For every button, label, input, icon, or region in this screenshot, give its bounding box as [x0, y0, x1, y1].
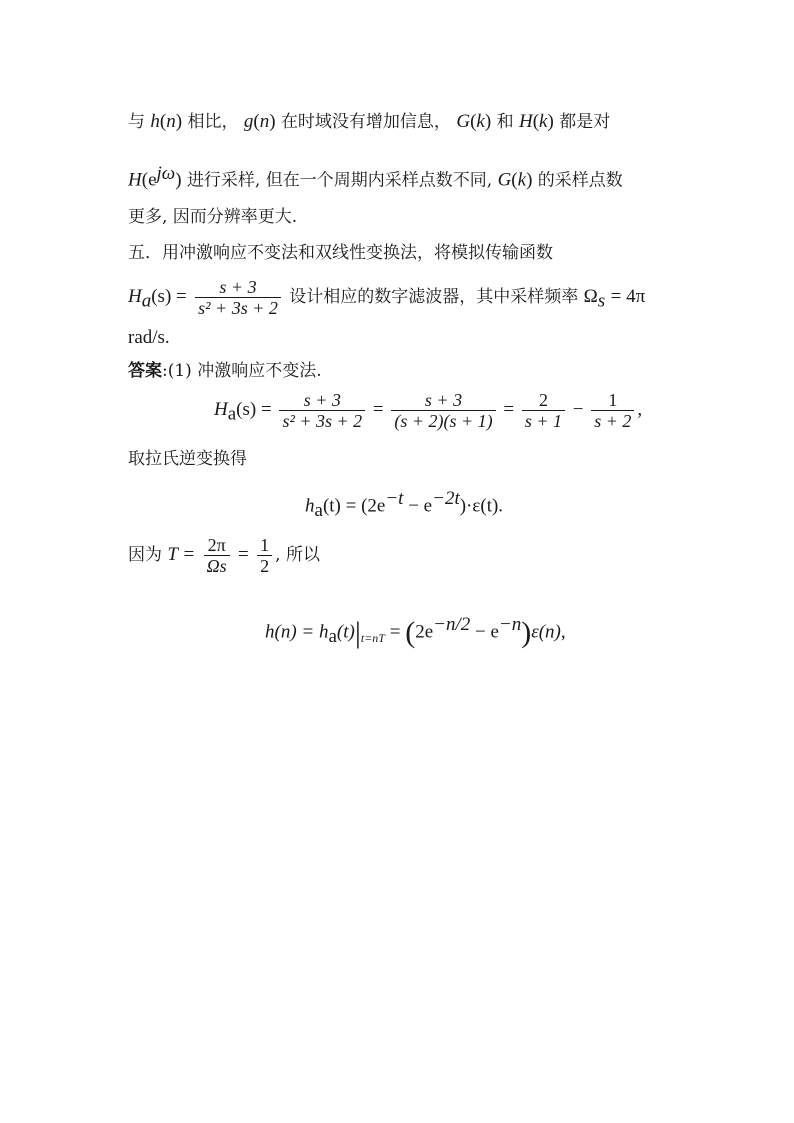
text: 在时域没有增加信息，: [280, 112, 451, 132]
math-h: h: [150, 111, 160, 132]
equals: =: [503, 398, 515, 420]
answer-label: 答案: [128, 361, 162, 381]
math-h: h: [305, 495, 315, 517]
math-omega: Ω: [583, 286, 598, 307]
fraction-numerator: s + 3: [303, 390, 341, 410]
math-k: k: [517, 169, 527, 191]
fraction-denominator: s² + 3s + 2: [195, 297, 281, 318]
equals: =: [389, 621, 401, 643]
math-mid: − e: [403, 495, 433, 517]
minus: −: [572, 398, 584, 420]
answer-text: :(1) 冲激响应不变法.: [162, 361, 322, 381]
math-sub-a: a: [314, 500, 323, 522]
math-exponent: −t: [385, 488, 404, 509]
text-line-3: 更多, 因而分辨率更大.: [128, 207, 298, 227]
text: , 所以: [275, 545, 320, 565]
fraction-numerator: s + 3: [219, 277, 257, 297]
fraction-denominator: s² + 3s + 2: [279, 410, 365, 431]
text-line-2: $H(e^{j\omega})$ 进行采样, 但在一个周期内采样点数不同, G(k) 的采样点数: [128, 163, 623, 191]
math-s: (s) =: [151, 286, 187, 307]
math-arg: (s) =: [236, 398, 272, 420]
math-exponent: −n/2: [433, 614, 471, 635]
answer-line: [128, 359, 322, 383]
fraction-denominator: (s + 2)(s + 1): [391, 410, 495, 431]
text: 和: [496, 112, 514, 132]
fraction-2: [391, 390, 495, 431]
math-g: g: [243, 111, 254, 132]
math-H: H: [214, 398, 228, 420]
math-exponent: −2t: [432, 488, 460, 509]
problem-line-3: [128, 326, 170, 350]
fraction-denominator: 2: [257, 555, 272, 576]
math-H: H: [128, 169, 142, 191]
math-sub-a: a: [227, 403, 237, 425]
text: 进行采样, 但在一个周期内采样点数不同,: [186, 170, 493, 191]
math-value: = 4π: [610, 286, 646, 307]
paren-open: (: [405, 615, 416, 649]
math-term: 2e: [415, 621, 434, 643]
equation-1: [214, 390, 642, 431]
math-jw: jω: [156, 163, 176, 184]
fraction-1: [279, 390, 365, 431]
text: 都是对: [559, 112, 611, 132]
math-lhs: (t) = (2e: [322, 495, 386, 517]
period-line: [128, 530, 320, 580]
math-G: G: [497, 169, 512, 191]
fraction-numerator: s + 3: [424, 390, 463, 410]
math-condition: t=nT: [360, 631, 385, 646]
fraction-4: [591, 390, 634, 431]
math-rhs: )·ε(t).: [459, 495, 504, 517]
math-k: k: [539, 111, 548, 132]
math-mid: − e: [475, 621, 499, 643]
fraction-numerator: 2π: [207, 535, 226, 555]
text: 相比，: [187, 112, 239, 132]
fraction-numerator: 2: [538, 390, 548, 410]
text-line-1: 与 h(n) 相比， g(n) 在时域没有增加信息， G(k) 和 H(k) 都是对: [128, 111, 611, 132]
fraction-denominator: Ωs: [204, 555, 230, 576]
equals: =: [372, 398, 384, 420]
math-n: n: [259, 111, 270, 132]
math-t: (t): [336, 621, 355, 643]
math-lhs: h(n) = h: [265, 621, 329, 643]
text: 因为: [128, 545, 162, 565]
text: 设计相应的数字滤波器，其中采样频率: [289, 287, 579, 307]
math-n: n: [166, 111, 176, 132]
fraction-half: [257, 535, 272, 576]
text: 与: [128, 112, 145, 132]
fraction-period: [204, 535, 230, 576]
math-sub-a: a: [141, 290, 152, 312]
equals: =: [238, 544, 249, 565]
math-exponent: −n: [498, 614, 522, 635]
paren-close: ): [521, 615, 532, 649]
unit-text: rad/s.: [128, 327, 170, 348]
math-T: T =: [167, 544, 196, 565]
math-k: k: [476, 111, 485, 132]
problem-line-2: [128, 275, 645, 323]
fraction-denominator: s + 1: [522, 410, 565, 431]
math-sub-a: a: [328, 626, 337, 648]
fraction-numerator: 1: [260, 535, 270, 555]
math-H: H: [128, 286, 142, 307]
math-sub-s: s: [597, 290, 606, 312]
equation-2: [305, 488, 503, 522]
fraction-denominator: s + 2: [591, 410, 634, 431]
fraction-numerator: 1: [608, 390, 618, 410]
problem-line-1: 五．用冲激响应不变法和双线性变换法，将模拟传输函数: [128, 243, 553, 263]
math-G: G: [456, 111, 471, 132]
fraction-3: [522, 390, 565, 431]
equation-3: $h(n) = h_a(t)|_{t=nT} = (2e^{-n/2} - e^{-n})\varepsilon(n)$,: [265, 614, 566, 649]
math-H: H: [518, 111, 533, 132]
comma: ,: [637, 398, 643, 420]
math-e: e: [148, 169, 157, 191]
fraction: [195, 277, 281, 318]
math-end: ε(n),: [531, 621, 566, 643]
text: 的采样点数: [537, 170, 623, 191]
inverse-laplace-line: 取拉氏逆变换得: [128, 449, 247, 469]
